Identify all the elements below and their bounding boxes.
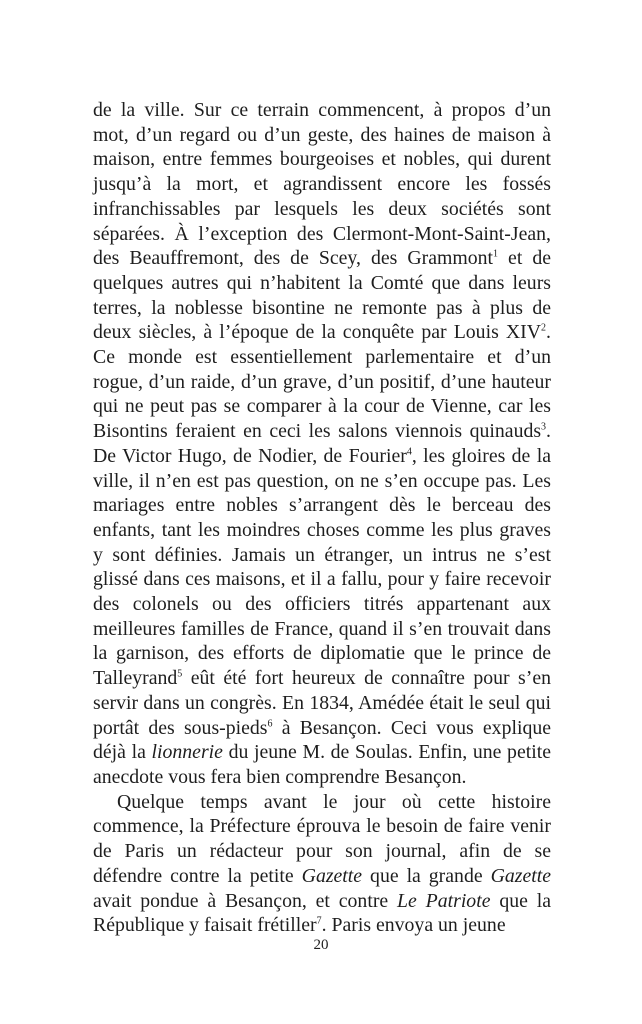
- text-run: . Paris envoya un jeune: [321, 914, 506, 937]
- text-run: et de quelques autres qui n’habitent la Comté que dans leurs terres, la noblesse bisontine ne remonte pas à plus de deux siècles, à l’époque de la conquête par Louis XIV: [93, 247, 551, 344]
- footnote-marker: 7: [316, 915, 322, 927]
- page-body: [93, 98, 551, 938]
- text-run: que la grande: [362, 864, 491, 887]
- footnote-marker: 4: [406, 446, 412, 458]
- text-run: avait pondue à Besançon, et contre: [93, 889, 398, 912]
- paragraph: [93, 98, 551, 790]
- italic-term: lionnerie: [151, 741, 223, 764]
- italic-title: Le Patriote: [397, 889, 491, 912]
- page-number: 20: [313, 937, 329, 953]
- text-run: à Besançon. Ceci vous explique déjà la: [93, 716, 552, 764]
- footnote-marker: 1: [493, 248, 499, 260]
- italic-title: Gazette: [301, 864, 363, 887]
- text-run: , les gloires de la ville, il n’en est pas question, on ne s’en occupe pas. Les mariages entre nobles s’arrangent dès le berceau des enfants, tant les moindres choses comme les plus graves y sont définies. Jamais un étranger, un intrus ne s’est glissé dans ces maisons, et il a fallu, pour y faire recevoir des colonels ou des officiers titrés appartenant aux meilleures familles de France, quand il s’en trouvait dans la garnison, des efforts de diplomatie que le prince de Talleyrand: [93, 444, 551, 690]
- footnote-marker: 6: [267, 718, 273, 730]
- text-run: Quelque temps avant le jour où cette histoire commence, la Préfecture éprouva le besoin de faire venir de Paris un rédacteur pour son journal, afin de se défendre contre la petite: [93, 790, 551, 887]
- footnote-marker: 2: [541, 322, 547, 334]
- footnote-marker: 3: [541, 421, 547, 433]
- text-run: . De Victor Hugo, de Nodier, de Fourier: [93, 420, 551, 467]
- text-run: que la République y faisait frétiller: [93, 889, 551, 937]
- italic-title: Gazette: [490, 864, 552, 887]
- text-run: . Ce monde est essentiellement parlementaire et d’un rogue, d’un raide, d’un grave, d’un positif, d’une hauteur qui ne peut pas se comparer à la cour de Vienne, car les Bisontins feraient en ceci les salons viennois quinauds: [93, 321, 551, 443]
- footnote-marker: 5: [177, 668, 183, 680]
- paragraph: [93, 790, 551, 938]
- text-run: eût été fort heureux de connaître pour s’en servir dans un congrès. En 1834, Amédée était le seul qui portât des sous-pieds: [93, 667, 551, 739]
- text-run: de la ville. Sur ce terrain commencent, à propos d’un mot, d’un regard ou d’un geste, des haines de maison à maison, entre femmes bourgeoises et nobles, qui durent jusqu’à la mort, et agrandissent encore les fossés infranchissables par lesquels les deux sociétés sont séparées. À l’exception des Clermont-Mont-Saint-Jean, des Beauffremont, des de Scey, des Grammont: [93, 99, 551, 270]
- text-run: du jeune M. de Soulas. Enfin, une petite anecdote vous fera bien comprendre Besançon.: [93, 741, 551, 788]
